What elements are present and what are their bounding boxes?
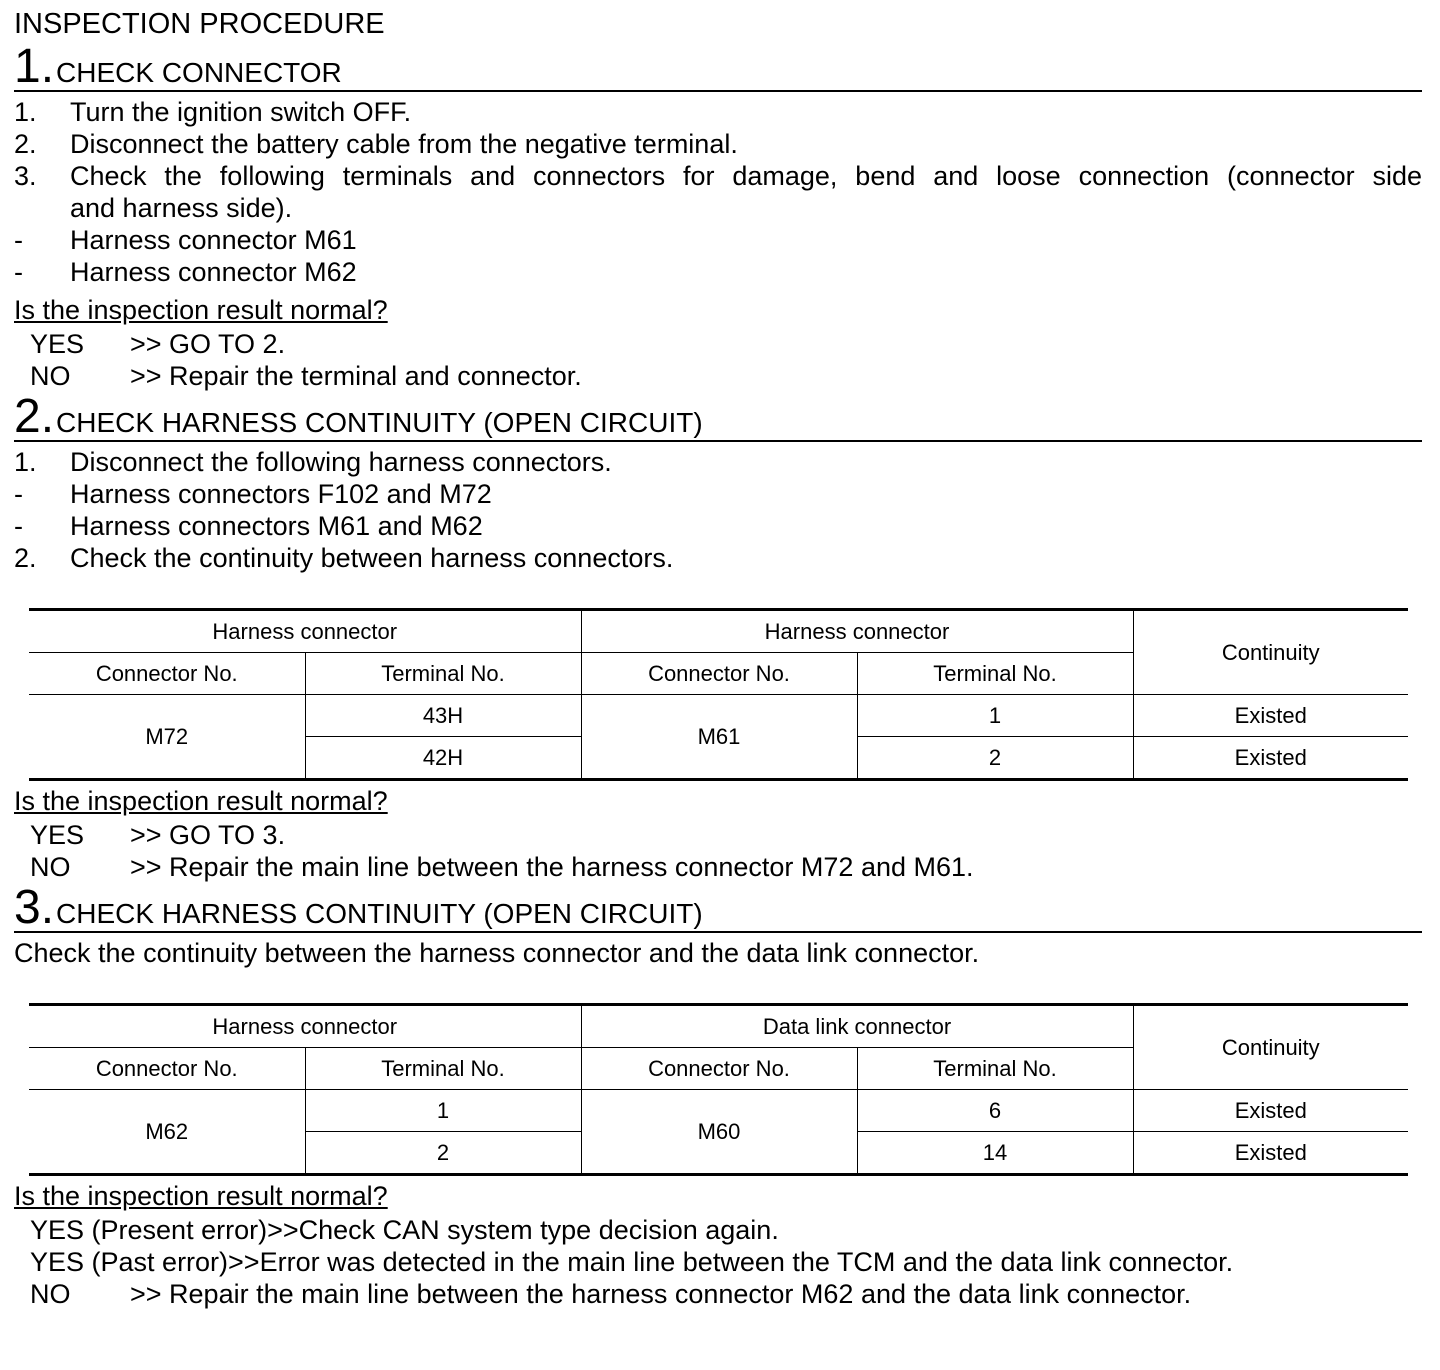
step-2-line: - Harness connectors F102 and M72 bbox=[14, 479, 492, 509]
table-cell: 1 bbox=[857, 695, 1133, 737]
table-header-cell: Connector No. bbox=[29, 1048, 305, 1090]
table-cell: 42H bbox=[305, 737, 581, 780]
table-header-cell: Terminal No. bbox=[857, 1048, 1133, 1090]
step-3-heading bbox=[14, 883, 1422, 933]
table-cell: Existed bbox=[1133, 737, 1408, 780]
continuity-table-step-2 bbox=[29, 608, 1408, 781]
step-1-line: - Harness connector M61 bbox=[14, 225, 357, 255]
table-header-cell: Connector No. bbox=[581, 653, 857, 695]
table-cell: Existed bbox=[1133, 695, 1408, 737]
step-2-answer-no: NO >> Repair the main line between the harness connector M72 and M61. bbox=[30, 852, 974, 882]
table-cell: 2 bbox=[305, 1132, 581, 1175]
table-header-cell: Terminal No. bbox=[305, 1048, 581, 1090]
continuity-table-step-3 bbox=[29, 1003, 1408, 1176]
table-cell: Existed bbox=[1133, 1090, 1408, 1132]
step-1-line: 1. Turn the ignition switch OFF. bbox=[14, 97, 412, 127]
table-cell: Existed bbox=[1133, 1132, 1408, 1175]
step-2-question: Is the inspection result normal? bbox=[14, 786, 388, 816]
document-page bbox=[14, 0, 1422, 1310]
step-2-line: 2. Check the continuity between harness connectors. bbox=[14, 543, 674, 573]
step-3-intro: Check the continuity between the harness connector and the data link connector. bbox=[14, 938, 980, 968]
table-cell: M72 bbox=[29, 695, 305, 780]
step-2-line: 1. Disconnect the following harness connectors. bbox=[14, 447, 612, 477]
table-cell: M60 bbox=[581, 1090, 857, 1175]
table-header-cell: Connector No. bbox=[581, 1048, 857, 1090]
step-1-answer-no: NO >> Repair the terminal and connector. bbox=[30, 361, 582, 391]
table-header-cell: Terminal No. bbox=[857, 653, 1133, 695]
table-header-group: Harness connector bbox=[581, 610, 1133, 653]
table-header-continuity: Continuity bbox=[1133, 610, 1408, 695]
table-cell: 6 bbox=[857, 1090, 1133, 1132]
step-2-title: CHECK HARNESS CONTINUITY (OPEN CIRCUIT) bbox=[56, 407, 703, 438]
table-cell: M61 bbox=[581, 695, 857, 780]
table-header-cell: Connector No. bbox=[29, 653, 305, 695]
table-cell: 2 bbox=[857, 737, 1133, 780]
step-3-title: CHECK HARNESS CONTINUITY (OPEN CIRCUIT) bbox=[56, 898, 703, 929]
step-3-answer-yes-present: YES (Present error)>>Check CAN system type decision again. bbox=[30, 1215, 779, 1245]
step-1-line: 2. Disconnect the battery cable from the negative terminal. bbox=[14, 129, 738, 159]
step-1-line: - Harness connector M62 bbox=[14, 257, 357, 287]
step-3-number: 3. bbox=[14, 881, 55, 934]
table-cell: 1 bbox=[305, 1090, 581, 1132]
step-2-line: - Harness connectors M61 and M62 bbox=[14, 511, 483, 541]
step-3-answer-no: NO >> Repair the main line between the harness connector M62 and the data link connector. bbox=[30, 1279, 1192, 1309]
table-cell: 14 bbox=[857, 1132, 1133, 1175]
step-1-heading bbox=[14, 42, 1422, 92]
step-1-number: 1. bbox=[14, 40, 55, 93]
step-1-title: CHECK CONNECTOR bbox=[56, 57, 342, 88]
table-header-group: Data link connector bbox=[581, 1005, 1133, 1048]
step-3-answer-yes-past: YES (Past error)>>Error was detected in the main line between the TCM and the data link connector. bbox=[30, 1247, 1234, 1277]
document-title: INSPECTION PROCEDURE bbox=[14, 8, 385, 40]
table-cell: M62 bbox=[29, 1090, 305, 1175]
step-1-question: Is the inspection result normal? bbox=[14, 295, 388, 325]
step-1-line-continued: and harness side). bbox=[70, 193, 293, 223]
table-header-group: Harness connector bbox=[29, 610, 581, 653]
step-1-line: 3. Check the following terminals and connectors for damage, bend and loose connection (connector side bbox=[14, 161, 1422, 191]
table-header-continuity: Continuity bbox=[1133, 1005, 1408, 1090]
step-2-heading bbox=[14, 392, 1422, 442]
table-header-cell: Terminal No. bbox=[305, 653, 581, 695]
step-3-question: Is the inspection result normal? bbox=[14, 1181, 388, 1211]
table-cell: 43H bbox=[305, 695, 581, 737]
step-2-number: 2. bbox=[14, 390, 55, 443]
step-2-answer-yes: YES >> GO TO 3. bbox=[30, 820, 286, 850]
table-header-group: Harness connector bbox=[29, 1005, 581, 1048]
step-1-answer-yes: YES >> GO TO 2. bbox=[30, 329, 286, 359]
